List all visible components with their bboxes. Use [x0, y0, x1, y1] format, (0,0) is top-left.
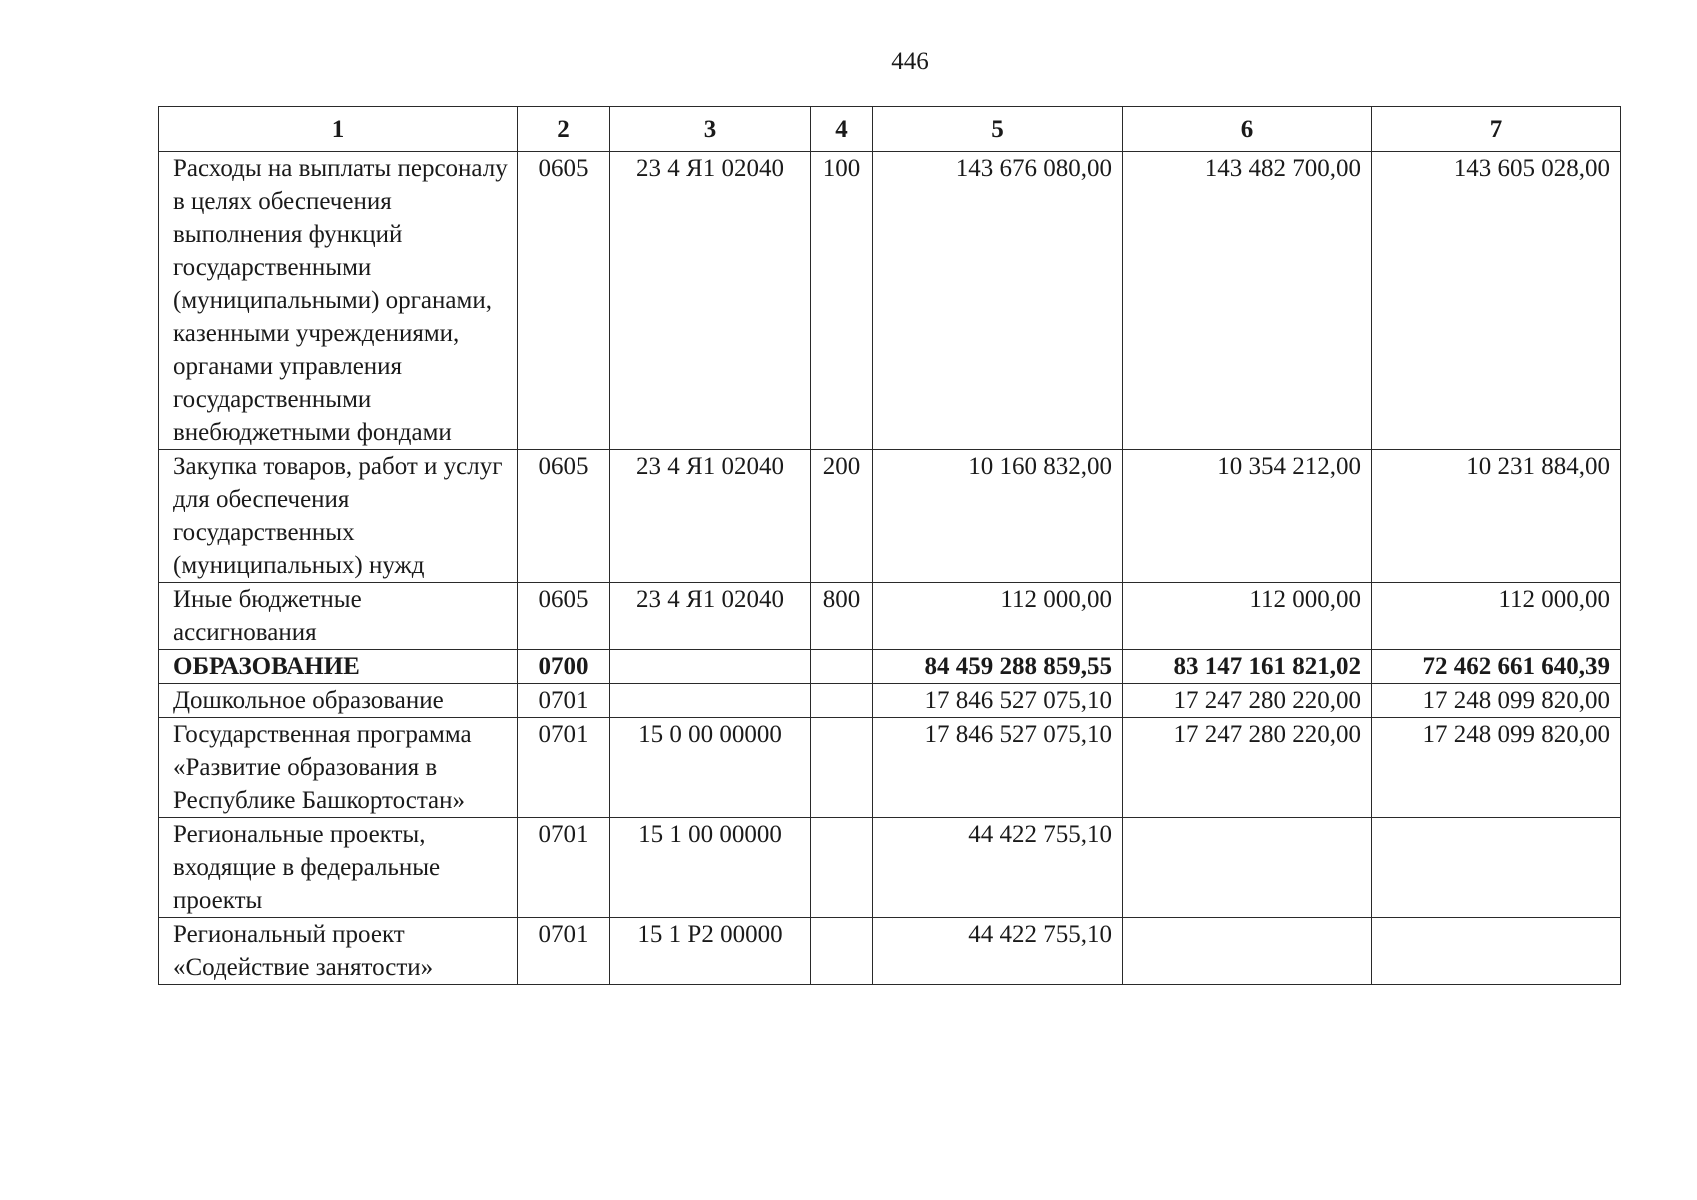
row-value-1: 143 676 080,00 [873, 152, 1123, 450]
table-row [159, 684, 1621, 718]
row-name: Дошкольное образование [159, 684, 518, 718]
row-type: 100 [811, 152, 873, 450]
table-row [159, 152, 1621, 450]
row-type: 800 [811, 583, 873, 650]
row-value-3: 72 462 661 640,39 [1372, 650, 1621, 684]
row-value-3: 17 248 099 820,00 [1372, 718, 1621, 818]
row-type [811, 918, 873, 985]
row-target: 15 1 Р2 00000 [610, 918, 811, 985]
row-value-2 [1123, 818, 1372, 918]
table-row [159, 450, 1621, 583]
row-value-2: 10 354 212,00 [1123, 450, 1372, 583]
row-type [811, 718, 873, 818]
column-header: 3 [610, 107, 811, 152]
row-value-3: 112 000,00 [1372, 583, 1621, 650]
row-name: Государственная программа «Развитие образования в Республике Башкортостан» [159, 718, 518, 818]
row-value-2: 83 147 161 821,02 [1123, 650, 1372, 684]
row-value-3 [1372, 918, 1621, 985]
column-header: 6 [1123, 107, 1372, 152]
row-section: 0701 [518, 718, 610, 818]
row-value-1: 44 422 755,10 [873, 918, 1123, 985]
row-type [811, 650, 873, 684]
column-header: 2 [518, 107, 610, 152]
row-target: 23 4 Я1 02040 [610, 450, 811, 583]
row-name: ОБРАЗОВАНИЕ [159, 650, 518, 684]
row-value-1: 84 459 288 859,55 [873, 650, 1123, 684]
row-section: 0605 [518, 152, 610, 450]
row-name: Расходы на выплаты персоналу в целях обеспечения выполнения функций государственными (муниципальными) органами, казенными учреждениями, органами управления государственными внебюджетными фондами [159, 152, 518, 450]
row-type [811, 818, 873, 918]
row-value-1: 44 422 755,10 [873, 818, 1123, 918]
table-row [159, 718, 1621, 818]
row-value-1: 17 846 527 075,10 [873, 718, 1123, 818]
row-value-1: 10 160 832,00 [873, 450, 1123, 583]
column-header: 5 [873, 107, 1123, 152]
row-target: 15 1 00 00000 [610, 818, 811, 918]
row-section: 0701 [518, 684, 610, 718]
header-row [159, 107, 1621, 152]
table-row [159, 818, 1621, 918]
row-name: Региональные проекты, входящие в федеральные проекты [159, 818, 518, 918]
row-value-3: 10 231 884,00 [1372, 450, 1621, 583]
row-target: 23 4 Я1 02040 [610, 583, 811, 650]
table-row-section-total [159, 650, 1621, 684]
table-row [159, 918, 1621, 985]
row-target [610, 650, 811, 684]
row-value-3: 17 248 099 820,00 [1372, 684, 1621, 718]
row-target [610, 684, 811, 718]
row-name: Иные бюджетные ассигнования [159, 583, 518, 650]
row-value-2: 143 482 700,00 [1123, 152, 1372, 450]
column-header: 4 [811, 107, 873, 152]
row-value-3: 143 605 028,00 [1372, 152, 1621, 450]
row-section: 0701 [518, 818, 610, 918]
row-value-2: 17 247 280 220,00 [1123, 718, 1372, 818]
row-type: 200 [811, 450, 873, 583]
row-section: 0605 [518, 450, 610, 583]
column-header: 7 [1372, 107, 1621, 152]
budget-table [158, 106, 1621, 985]
row-value-2 [1123, 918, 1372, 985]
row-value-3 [1372, 818, 1621, 918]
table-row [159, 583, 1621, 650]
row-section: 0700 [518, 650, 610, 684]
row-name: Региональный проект «Содействие занятости» [159, 918, 518, 985]
row-value-2: 17 247 280 220,00 [1123, 684, 1372, 718]
row-name: Закупка товаров, работ и услуг для обеспечения государственных (муниципальных) нужд [159, 450, 518, 583]
page-number: 446 [891, 48, 929, 75]
row-section: 0605 [518, 583, 610, 650]
row-value-2: 112 000,00 [1123, 583, 1372, 650]
row-type [811, 684, 873, 718]
row-value-1: 17 846 527 075,10 [873, 684, 1123, 718]
row-value-1: 112 000,00 [873, 583, 1123, 650]
row-target: 23 4 Я1 02040 [610, 152, 811, 450]
row-target: 15 0 00 00000 [610, 718, 811, 818]
row-section: 0701 [518, 918, 610, 985]
column-header: 1 [159, 107, 518, 152]
